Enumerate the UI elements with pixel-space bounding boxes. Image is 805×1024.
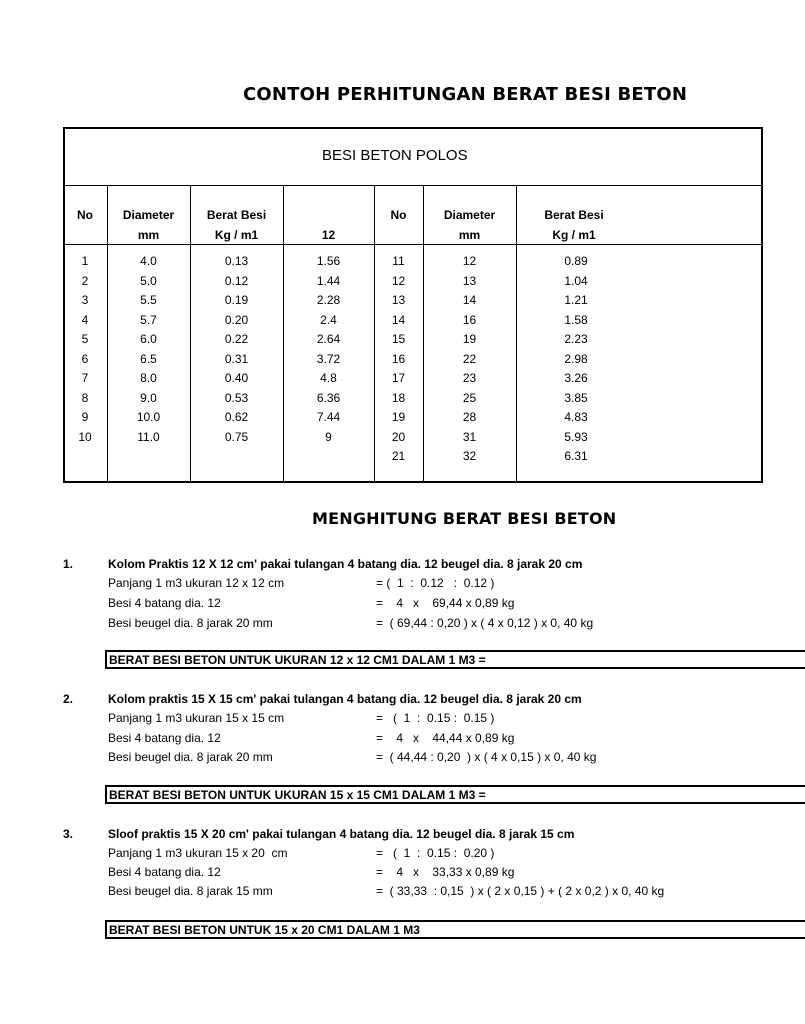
calc-formula: = ( 33,33 : 0,15 ) x ( 2 x 0,15 ) + ( 2 x 0,2 ) x 0, 40 kg xyxy=(376,884,665,898)
cell-no: 4 xyxy=(81,312,89,327)
cell-no: 5 xyxy=(81,332,89,346)
cell-berat: 0.20 xyxy=(224,312,249,327)
calc-label: Besi beugel dia. 8 jarak 15 mm xyxy=(108,884,273,898)
calc-label: Panjang 1 m3 ukuran 15 x 15 cm xyxy=(108,711,285,725)
column-diameter-right xyxy=(423,252,516,467)
section-heading: Kolom Praktis 12 X 12 cm' pakai tulangan 4 batang dia. 12 beugel dia. 8 jarak 20 cm xyxy=(108,557,583,571)
cell-berat: 0.62 xyxy=(224,410,249,424)
calc-label: Besi 4 batang dia. 12 xyxy=(108,731,221,745)
column-no-right xyxy=(374,252,423,467)
cell-no: 21 xyxy=(391,449,406,463)
cell-no: 3 xyxy=(81,293,89,307)
calc-formula: = 4 x 33,33 x 0,89 kg xyxy=(376,865,515,879)
cell-berat: 3.85 xyxy=(564,390,588,405)
cell-extra: 2.4 xyxy=(320,312,337,327)
header-berat-right: Berat Besi xyxy=(544,208,604,222)
cell-no: 9 xyxy=(81,410,89,424)
cell-extra: 3.72 xyxy=(316,351,341,366)
section-number: 1. xyxy=(63,557,74,571)
cell-no: 8 xyxy=(81,390,89,405)
cell-berat: 3.26 xyxy=(564,371,588,385)
cell-berat: 0.22 xyxy=(224,332,249,346)
cell-diameter: 12 xyxy=(462,254,477,268)
cell-diameter: 14 xyxy=(462,293,477,307)
cell-no: 2 xyxy=(81,273,89,288)
cell-no: 11 xyxy=(392,254,405,268)
calc-formula: = ( 1 : 0.15 : 0.15 ) xyxy=(376,711,495,725)
cell-diameter: 8.0 xyxy=(140,371,157,385)
calc-formula: = 4 x 69,44 x 0,89 kg xyxy=(376,596,515,610)
calc-label: Panjang 1 m3 ukuran 12 x 12 cm xyxy=(108,576,285,590)
cell-extra: 2.28 xyxy=(316,293,341,307)
result-row xyxy=(105,785,805,804)
cell-berat: 0.12 xyxy=(224,273,249,288)
cell-diameter: 4.0 xyxy=(140,254,157,268)
cell-berat: 1.58 xyxy=(564,312,588,327)
cell-diameter: 6.5 xyxy=(140,351,157,366)
cell-no: 1 xyxy=(81,254,89,268)
section-heading: Kolom praktis 15 X 15 cm' pakai tulangan 4 batang dia. 12 beugel dia. 8 jarak 20 cm xyxy=(108,692,582,706)
cell-berat: 5.93 xyxy=(564,429,588,444)
header-berat: Berat Besi xyxy=(206,208,267,222)
section-number: 3. xyxy=(63,827,74,841)
column-no xyxy=(63,252,107,447)
calc-label: Besi beugel dia. 8 jarak 20 mm xyxy=(108,750,273,764)
cell-no: 20 xyxy=(391,429,406,444)
cell-diameter: 28 xyxy=(462,410,477,424)
table-caption: BESI BETON POLOS xyxy=(322,147,468,164)
cell-diameter: 31 xyxy=(462,429,477,444)
cell-extra: 7.44 xyxy=(316,410,341,424)
cell-berat: 0.19 xyxy=(224,293,249,307)
cell-extra: 1.56 xyxy=(316,254,341,268)
section-number: 2. xyxy=(63,692,74,706)
cell-diameter: 6.0 xyxy=(140,332,157,346)
cell-no: 16 xyxy=(391,351,406,366)
cell-berat: 1.04 xyxy=(564,273,588,288)
header-no-right: No xyxy=(390,208,407,222)
cell-berat: 0.40 xyxy=(224,371,249,385)
cell-berat: 1.21 xyxy=(564,293,588,307)
page-title: CONTOH PERHITUNGAN BERAT BESI BETON xyxy=(243,84,688,105)
cell-diameter: 13 xyxy=(462,273,477,288)
cell-berat: 6.31 xyxy=(564,449,588,463)
cell-diameter: 5.5 xyxy=(140,293,157,307)
cell-diameter: 19 xyxy=(462,332,477,346)
cell-diameter: 22 xyxy=(462,351,477,366)
cell-no: 17 xyxy=(391,371,406,385)
header-diameter-right: Diameter xyxy=(443,208,496,222)
result-label: BERAT BESI BETON UNTUK 15 x 20 CM1 DALAM 1 M3 xyxy=(109,923,420,937)
cell-extra: 9 xyxy=(325,429,332,444)
header-berat-unit-right: Kg / m1 xyxy=(552,228,596,242)
header-no: No xyxy=(77,208,93,222)
cell-diameter: 11.0 xyxy=(137,429,160,444)
calc-formula: = ( 1 : 0.12 : 0.12 ) xyxy=(376,576,495,590)
calc-label: Besi 4 batang dia. 12 xyxy=(108,596,221,610)
cell-diameter: 5.7 xyxy=(140,312,157,327)
result-label: BERAT BESI BETON UNTUK UKURAN 12 x 12 CM1 DALAM 1 M3 = xyxy=(109,653,486,667)
cell-extra: 6.36 xyxy=(316,390,341,405)
cell-diameter: 25 xyxy=(462,390,477,405)
cell-diameter: 5.0 xyxy=(140,273,157,288)
cell-diameter: 9.0 xyxy=(140,390,157,405)
calc-formula: = 4 x 44,44 x 0,89 kg xyxy=(376,731,515,745)
header-diameter-unit-right: mm xyxy=(458,228,481,242)
cell-berat: 0.53 xyxy=(224,390,249,405)
cell-no: 13 xyxy=(391,293,406,307)
cell-no: 10 xyxy=(78,429,92,444)
cell-berat: 2.23 xyxy=(564,332,588,346)
cell-no: 15 xyxy=(391,332,406,346)
result-row xyxy=(105,920,805,939)
header-berat-unit: Kg / m1 xyxy=(214,228,259,242)
calc-formula: = ( 1 : 0.15 : 0.20 ) xyxy=(376,846,495,860)
calc-formula: = ( 69,44 : 0,20 ) x ( 4 x 0,12 ) x 0, 40 kg xyxy=(376,616,594,630)
table-divider xyxy=(63,244,763,245)
column-berat-right xyxy=(516,252,636,467)
cell-berat: 0.75 xyxy=(224,429,249,444)
cell-berat: 0.13 xyxy=(224,254,249,268)
header-diameter-unit: mm xyxy=(137,228,160,242)
column-extra xyxy=(283,252,374,447)
cell-extra: 4.8 xyxy=(320,371,337,385)
cell-no: 7 xyxy=(81,371,89,385)
column-diameter xyxy=(107,252,190,447)
section-title: MENGHITUNG BERAT BESI BETON xyxy=(312,509,617,528)
cell-berat: 0.31 xyxy=(224,351,249,366)
result-label: BERAT BESI BETON UNTUK UKURAN 15 x 15 CM1 DALAM 1 M3 = xyxy=(109,788,486,802)
header-diameter: Diameter xyxy=(122,208,175,222)
cell-no: 12 xyxy=(391,273,406,288)
calc-label: Panjang 1 m3 ukuran 15 x 20 cm xyxy=(108,846,288,860)
cell-extra: 1.44 xyxy=(316,273,341,288)
cell-berat: 0.89 xyxy=(564,254,588,268)
cell-diameter: 10.0 xyxy=(136,410,161,424)
cell-no: 18 xyxy=(391,390,406,405)
calc-label: Besi 4 batang dia. 12 xyxy=(108,865,221,879)
section-heading: Sloof praktis 15 X 20 cm' pakai tulangan 4 batang dia. 12 beugel dia. 8 jarak 15 cm xyxy=(108,827,575,841)
cell-berat: 4.83 xyxy=(564,410,588,424)
column-berat xyxy=(190,252,283,447)
cell-berat: 2.98 xyxy=(564,351,588,366)
result-row xyxy=(105,650,805,669)
calc-label: Besi beugel dia. 8 jarak 20 mm xyxy=(108,616,273,630)
calc-formula: = ( 44,44 : 0,20 ) x ( 4 x 0,15 ) x 0, 40 kg xyxy=(376,750,597,764)
cell-extra: 2.64 xyxy=(316,332,341,346)
cell-no: 14 xyxy=(391,312,406,327)
cell-no: 6 xyxy=(81,351,89,366)
cell-diameter: 32 xyxy=(462,449,477,463)
cell-diameter: 23 xyxy=(462,371,477,385)
header-extra: 12 xyxy=(321,228,336,242)
cell-diameter: 16 xyxy=(462,312,477,327)
table-divider xyxy=(63,185,763,186)
cell-no: 19 xyxy=(391,410,406,424)
